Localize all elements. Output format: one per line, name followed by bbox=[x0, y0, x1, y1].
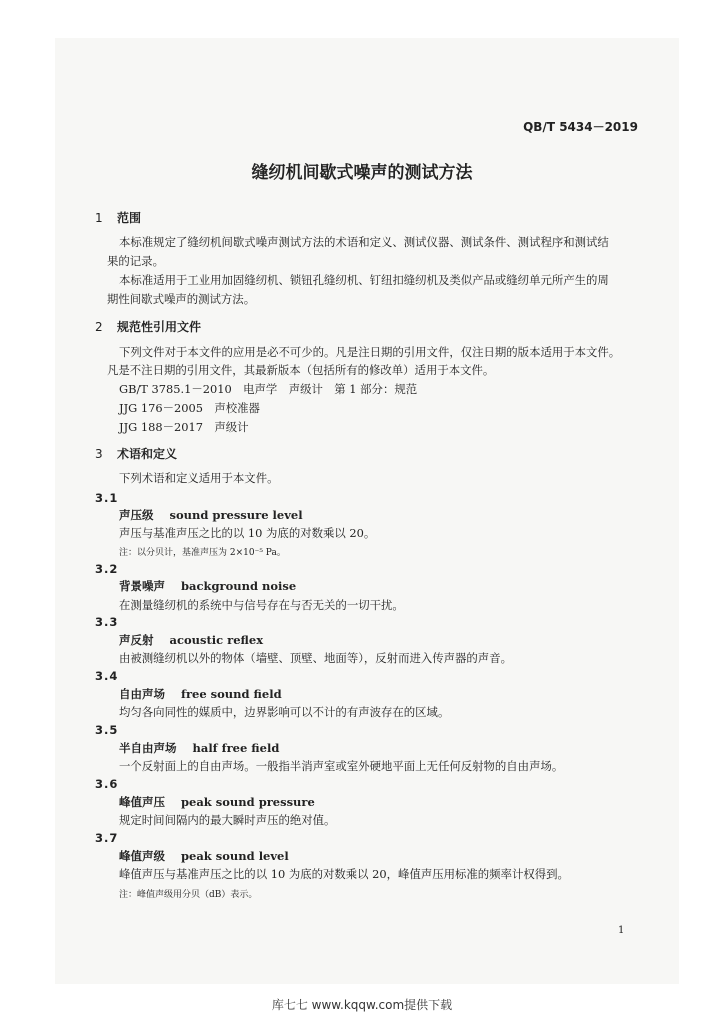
term-name bbox=[119, 632, 263, 648]
term-en: peak sound level bbox=[181, 849, 289, 863]
section-title: 术语和定义 bbox=[117, 447, 178, 461]
reference-item: JJG 188－2017 声级计 bbox=[119, 420, 249, 434]
term-en: acoustic reflex bbox=[169, 633, 264, 647]
term-name bbox=[119, 794, 315, 810]
term-definition: 声压与基准声压之比的以 10 为底的对数乘以 20。 bbox=[119, 526, 376, 540]
term-name bbox=[119, 848, 289, 864]
term-name bbox=[119, 507, 303, 523]
term-number: 3.5 bbox=[95, 723, 119, 737]
term-note: 注：以分贝计，基准声压为 2×10⁻⁵ Pa。 bbox=[119, 548, 286, 558]
term-cn: 峰值声压 bbox=[119, 795, 165, 809]
paragraph: 本标准规定了缝纫机间歇式噪声测试方法的术语和定义、测试仪器、测试条件、测试程序和测试结 bbox=[119, 235, 609, 249]
standard-code: QB/T 5434－2019 bbox=[523, 120, 638, 134]
term-name bbox=[119, 686, 282, 702]
term-name bbox=[119, 740, 279, 756]
term-cn: 峰值声级 bbox=[119, 849, 165, 863]
term-name bbox=[119, 578, 296, 594]
term-en: peak sound pressure bbox=[181, 795, 315, 809]
term-definition: 在测量缝纫机的系统中与信号存在与否无关的一切干扰。 bbox=[119, 598, 404, 612]
term-number: 3.2 bbox=[95, 562, 119, 576]
term-definition: 均匀各向同性的媒质中，边界影响可以不计的有声波存在的区域。 bbox=[119, 705, 450, 719]
term-definition: 峰值声压与基准声压之比的以 10 为底的对数乘以 20，峰值声压用标准的频率计权得到。 bbox=[119, 867, 569, 881]
paragraph: 下列文件对于本文件的应用是必不可少的。凡是注日期的引用文件，仅注日期的版本适用于本文件。 bbox=[119, 345, 621, 359]
term-cn: 半自由声场 bbox=[119, 741, 177, 755]
paragraph: 果的记录。 bbox=[107, 254, 164, 268]
paragraph: 期性间歇式噪声的测试方法。 bbox=[107, 292, 256, 306]
paragraph: 本标准适用于工业用加固缝纫机、锁钮孔缝纫机、钉纽扣缝纫机及类似产品或缝纫单元所产生的周 bbox=[119, 273, 609, 287]
term-definition: 规定时间间隔内的最大瞬时声压的绝对值。 bbox=[119, 813, 336, 827]
term-definition: 一个反射面上的自由声场。一般指半消声室或室外硬地平面上无任何反射物的自由声场。 bbox=[119, 759, 564, 773]
term-cn: 自由声场 bbox=[119, 687, 165, 701]
paragraph: 凡是不注日期的引用文件，其最新版本（包括所有的修改单）适用于本文件。 bbox=[107, 363, 495, 377]
page-title: 缝纫机间歇式噪声的测试方法 bbox=[251, 163, 473, 183]
term-number: 3.3 bbox=[95, 615, 119, 629]
term-number: 3.1 bbox=[95, 491, 119, 505]
term-definition: 由被测缝纫机以外的物体（墙壁、顶壁、地面等），反射而进入传声器的声音。 bbox=[119, 651, 512, 665]
section-number: 2 bbox=[95, 320, 103, 334]
term-number: 3.7 bbox=[95, 831, 119, 845]
section-title: 范围 bbox=[117, 211, 142, 225]
page-number: 1 bbox=[618, 925, 625, 936]
term-number: 3.4 bbox=[95, 669, 119, 683]
term-en: sound pressure level bbox=[169, 508, 303, 522]
section-number: 1 bbox=[95, 211, 103, 225]
term-en: free sound field bbox=[181, 687, 282, 701]
download-footer: 库七七 www.kqqw.com提供下载 bbox=[271, 998, 453, 1012]
reference-item: JJG 176－2005 声校准器 bbox=[119, 401, 260, 415]
section-3-heading bbox=[95, 445, 177, 462]
term-cn: 背景噪声 bbox=[119, 579, 165, 593]
term-number: 3.6 bbox=[95, 777, 119, 791]
term-cn: 声压级 bbox=[119, 508, 154, 522]
section-title: 规范性引用文件 bbox=[117, 320, 202, 334]
section-number: 3 bbox=[95, 447, 103, 461]
term-cn: 声反射 bbox=[119, 633, 154, 647]
term-note: 注：峰值声级用分贝（dB）表示。 bbox=[119, 890, 258, 900]
term-en: half free field bbox=[192, 741, 280, 755]
paragraph: 下列术语和定义适用于本文件。 bbox=[119, 471, 279, 485]
section-2-heading bbox=[95, 318, 201, 335]
section-1-heading bbox=[95, 209, 141, 226]
term-en: background noise bbox=[181, 579, 297, 593]
reference-item: GB/T 3785.1－2010 电声学 声级计 第 1 部分：规范 bbox=[119, 382, 418, 396]
